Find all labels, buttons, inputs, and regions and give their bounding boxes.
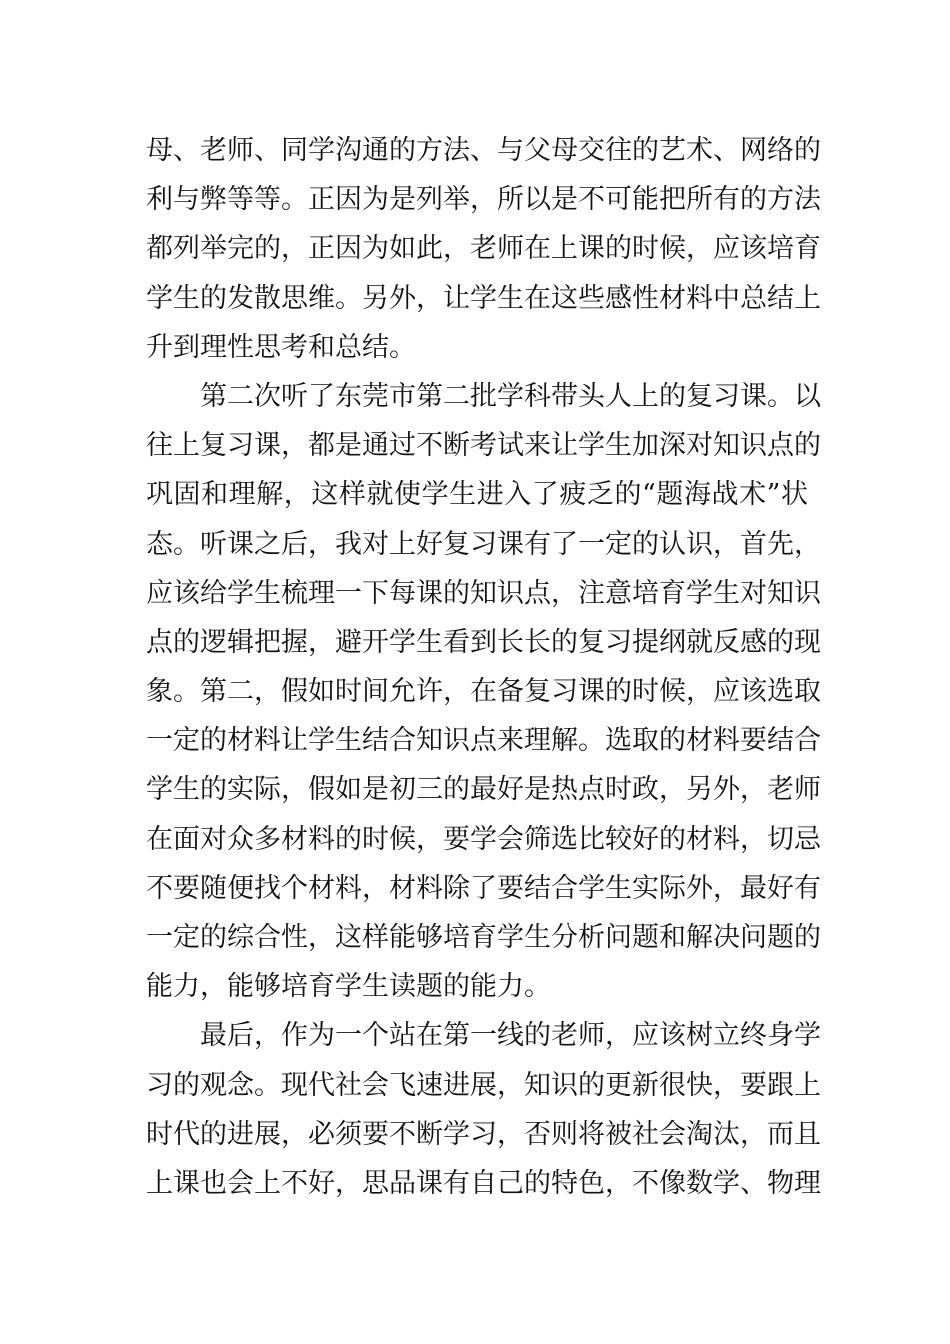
text-line: 一定的综合性，这样能够培育学生分析问题和解决问题的 (146, 922, 821, 953)
text-line: 态。听课之后，我对上好复习课有了一定的认识，首先， (146, 528, 821, 560)
text-line: 往上复习课，都是通过不断考试来让学生加深对知识点的 (146, 430, 821, 462)
text-line: 学生的发散思维。另外，让学生在这些感性材料中总结上 (146, 282, 821, 314)
paragraph-first-line: 最后，作为一个站在第一线的老师，应该树立终身学 (200, 1020, 821, 1052)
text-line: 在面对众多材料的时候，要学会筛选比较好的材料，切忌 (146, 823, 821, 855)
text-line: 不要随便找个材料，材料除了要结合学生实际外，最好有 (146, 872, 821, 904)
text-line: 习的观念。现代社会飞速进展，知识的更新很快，要跟上 (146, 1069, 821, 1101)
text-line: 升到理性思考和总结。 (146, 331, 416, 363)
body-text (146, 126, 821, 1208)
text-line: 时代的进展，必须要不断学习，否则将被社会淘汰，而且 (146, 1118, 821, 1150)
text-line: 能力，能够培育学生读题的能力。 (146, 971, 551, 1003)
text-line: 利与弊等等。正因为是列举，所以是不可能把所有的方法 (146, 184, 821, 216)
text-line: 上课也会上不好，思品课有自己的特色，不像数学、物理 (146, 1167, 821, 1199)
text-line: 点的逻辑把握，避开学生看到长长的复习提纲就反感的现 (146, 626, 821, 658)
text-line: 母、老师、同学沟通的方法、与父母交往的艺术、网络的 (146, 135, 821, 166)
text-line: 学生的实际，假如是初三的最好是热点时政，另外，老师 (146, 774, 821, 806)
text-line: 象。第二，假如时间允许，在备复习课的时候，应该选取 (146, 676, 821, 708)
text-line: 巩固和理解，这样就使学生进入了疲乏的“题海战术”状 (146, 479, 808, 511)
text-line: 都列举完的，正因为如此，老师在上课的时候，应该培育 (146, 233, 821, 265)
text-line: 应该给学生梳理一下每课的知识点，注意培育学生对知识 (146, 577, 821, 609)
text-line: 一定的材料让学生结合知识点来理解。选取的材料要结合 (146, 725, 821, 757)
paragraph-first-line: 第二次听了东莞市第二批学科带头人上的复习课。以 (200, 380, 821, 412)
